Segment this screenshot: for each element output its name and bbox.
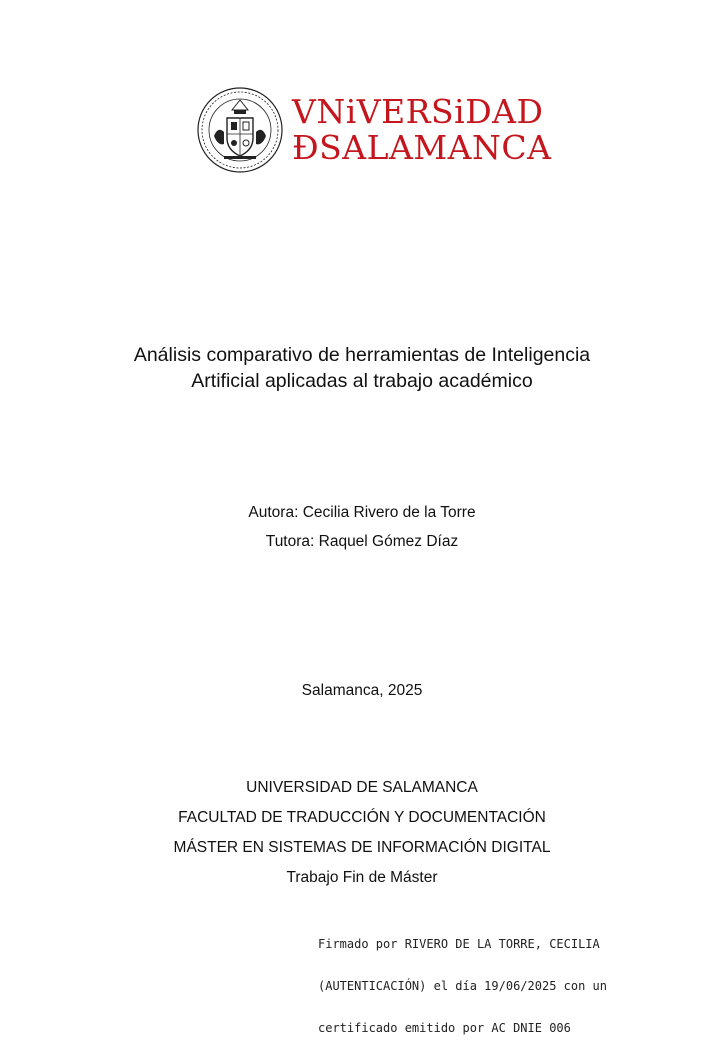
author-line: Autora: Cecilia Rivero de la Torre bbox=[248, 504, 476, 521]
university-name: UNIVERSIDAD DE SALAMANCA bbox=[246, 779, 478, 796]
people-block bbox=[40, 498, 684, 556]
place-date: Salamanca, 2025 bbox=[301, 682, 423, 699]
university-seal-icon bbox=[196, 86, 284, 174]
thesis-title bbox=[40, 342, 684, 394]
work-type: Trabajo Fin de Máster bbox=[286, 869, 438, 886]
master-name: MÁSTER EN SISTEMAS DE INFORMACIÓN DIGITAL bbox=[173, 839, 551, 856]
signature-line-2: (AUTENTICACIÓN) el día 19/06/2025 con un bbox=[318, 979, 607, 993]
university-logo bbox=[196, 86, 552, 176]
signature-line-1: Firmado por RIVERO DE LA TORRE, CECILIA bbox=[318, 937, 600, 951]
faculty-name: FACULTAD DE TRADUCCIÓN Y DOCUMENTACIÓN bbox=[178, 809, 546, 826]
tutor-line: Tutora: Raquel Gómez Díaz bbox=[265, 533, 459, 550]
digital-signature-stamp bbox=[318, 909, 698, 1063]
institution-block bbox=[40, 773, 684, 893]
wordmark-line-1: VNiVERSiDAD bbox=[292, 92, 544, 131]
university-wordmark bbox=[292, 92, 552, 167]
signature-line-3: certificado emitido por AC DNIE 006 bbox=[318, 1021, 571, 1035]
title-line-1: Análisis comparativo de herramientas de Inteligencia bbox=[133, 344, 591, 366]
wordmark-line-2: ÐSALAMANCA bbox=[292, 128, 552, 167]
title-line-2: Artificial aplicadas al trabajo académico bbox=[191, 370, 533, 392]
